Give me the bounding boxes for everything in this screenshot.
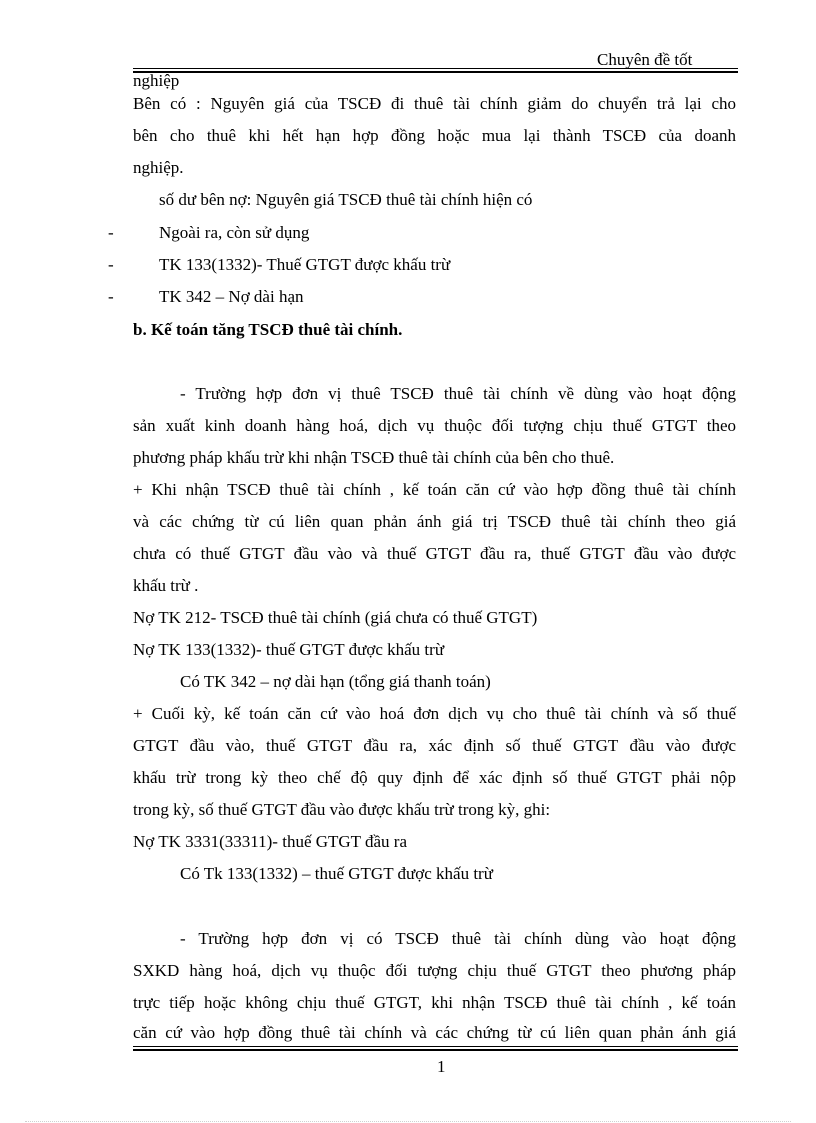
journal-entry: Nợ TK 133(1332)- thuế GTGT được khấu trừ (133, 640, 445, 659)
journal-entry: Nợ TK 212- TSCĐ thuê tài chính (giá chưa có thuế GTGT) (133, 608, 538, 627)
text-line: sản xuất kinh doanh hàng hoá, dịch vụ thuộc đối tượng chịu thuế GTGT theo (133, 416, 736, 435)
text-line: khấu trừ trong kỳ theo chế độ quy định để xác định số thuế GTGT phải nộp (133, 768, 736, 787)
text-line: trực tiếp hoặc không chịu thuế GTGT, khi nhận TSCĐ thuê tài chính , kế toán (133, 993, 736, 1012)
text-line: chưa có thuế GTGT đầu vào và thuế GTGT đầu ra, thuế GTGT đầu vào được (133, 544, 736, 563)
text-line: + Khi nhận TSCĐ thuê tài chính , kế toán căn cứ vào hợp đồng thuê tài chính (133, 480, 736, 499)
text-line: phương pháp khấu trừ khi nhận TSCĐ thuê tài chính của bên cho thuê. (133, 448, 615, 467)
bullet-dash: - (108, 287, 114, 306)
list-item: TK 342 – Nợ dài hạn (159, 287, 304, 306)
journal-entry: Nợ TK 3331(33311)- thuế GTGT đầu ra (133, 832, 408, 851)
header-title: Chuyên đề tốt (597, 50, 693, 69)
text-line: SXKD hàng hoá, dịch vụ thuộc đối tượng chịu thuế GTGT theo phương pháp (133, 961, 736, 980)
text-line: trong kỳ, số thuế GTGT đầu vào được khấu trừ trong kỳ, ghi: (133, 800, 551, 819)
page-edge-divider (25, 1121, 791, 1122)
journal-entry: Có Tk 133(1332) – thuế GTGT được khấu trừ (180, 864, 493, 883)
journal-entry: Có TK 342 – nợ dài hạn (tổng giá thanh toán) (180, 672, 491, 691)
text-line: số dư bên nợ: Nguyên giá TSCĐ thuê tài chính hiện có (159, 190, 533, 209)
text-line: - Trường hợp đơn vị thuê TSCĐ thuê tài chính về dùng vào hoạt động (180, 384, 736, 403)
list-item: Ngoài ra, còn sử dụng (159, 223, 310, 242)
section-heading: b. Kế toán tăng TSCĐ thuê tài chính. (133, 320, 403, 339)
text-line: GTGT đầu vào, thuế GTGT đầu ra, xác định số thuế GTGT đầu vào được (133, 736, 736, 755)
text-line: + Cuối kỳ, kế toán căn cứ vào hoá đơn dịch vụ cho thuê tài chính và số thuế (133, 704, 736, 723)
text-line: khấu trừ . (133, 576, 199, 595)
text-line: bên cho thuê khi hết hạn hợp đồng hoặc mua lại thành TSCĐ của doanh (133, 126, 736, 145)
header-rule-bottom (133, 71, 738, 73)
text-line: nghiệp (133, 71, 180, 90)
page-number: 1 (437, 1057, 446, 1076)
footer-rule-bottom (133, 1049, 738, 1051)
bullet-dash: - (108, 255, 114, 274)
text-line: - Trường hợp đơn vị có TSCĐ thuê tài chính dùng vào hoạt động (180, 929, 736, 948)
text-line: và các chứng từ cú liên quan phản ánh giá trị TSCĐ thuê tài chính theo giá (133, 512, 736, 531)
text-line: căn cứ vào hợp đồng thuê tài chính và các chứng từ cú liên quan phản ánh giá (133, 1023, 736, 1042)
bullet-dash: - (108, 223, 114, 242)
header-rule-top (133, 68, 738, 69)
list-item: TK 133(1332)- Thuế GTGT được khấu trừ (159, 255, 451, 274)
footer-rule-top (133, 1046, 738, 1047)
text-line: Bên có : Nguyên giá của TSCĐ đi thuê tài chính giảm do chuyển trả lại cho (133, 94, 736, 113)
text-line: nghiệp. (133, 158, 184, 177)
